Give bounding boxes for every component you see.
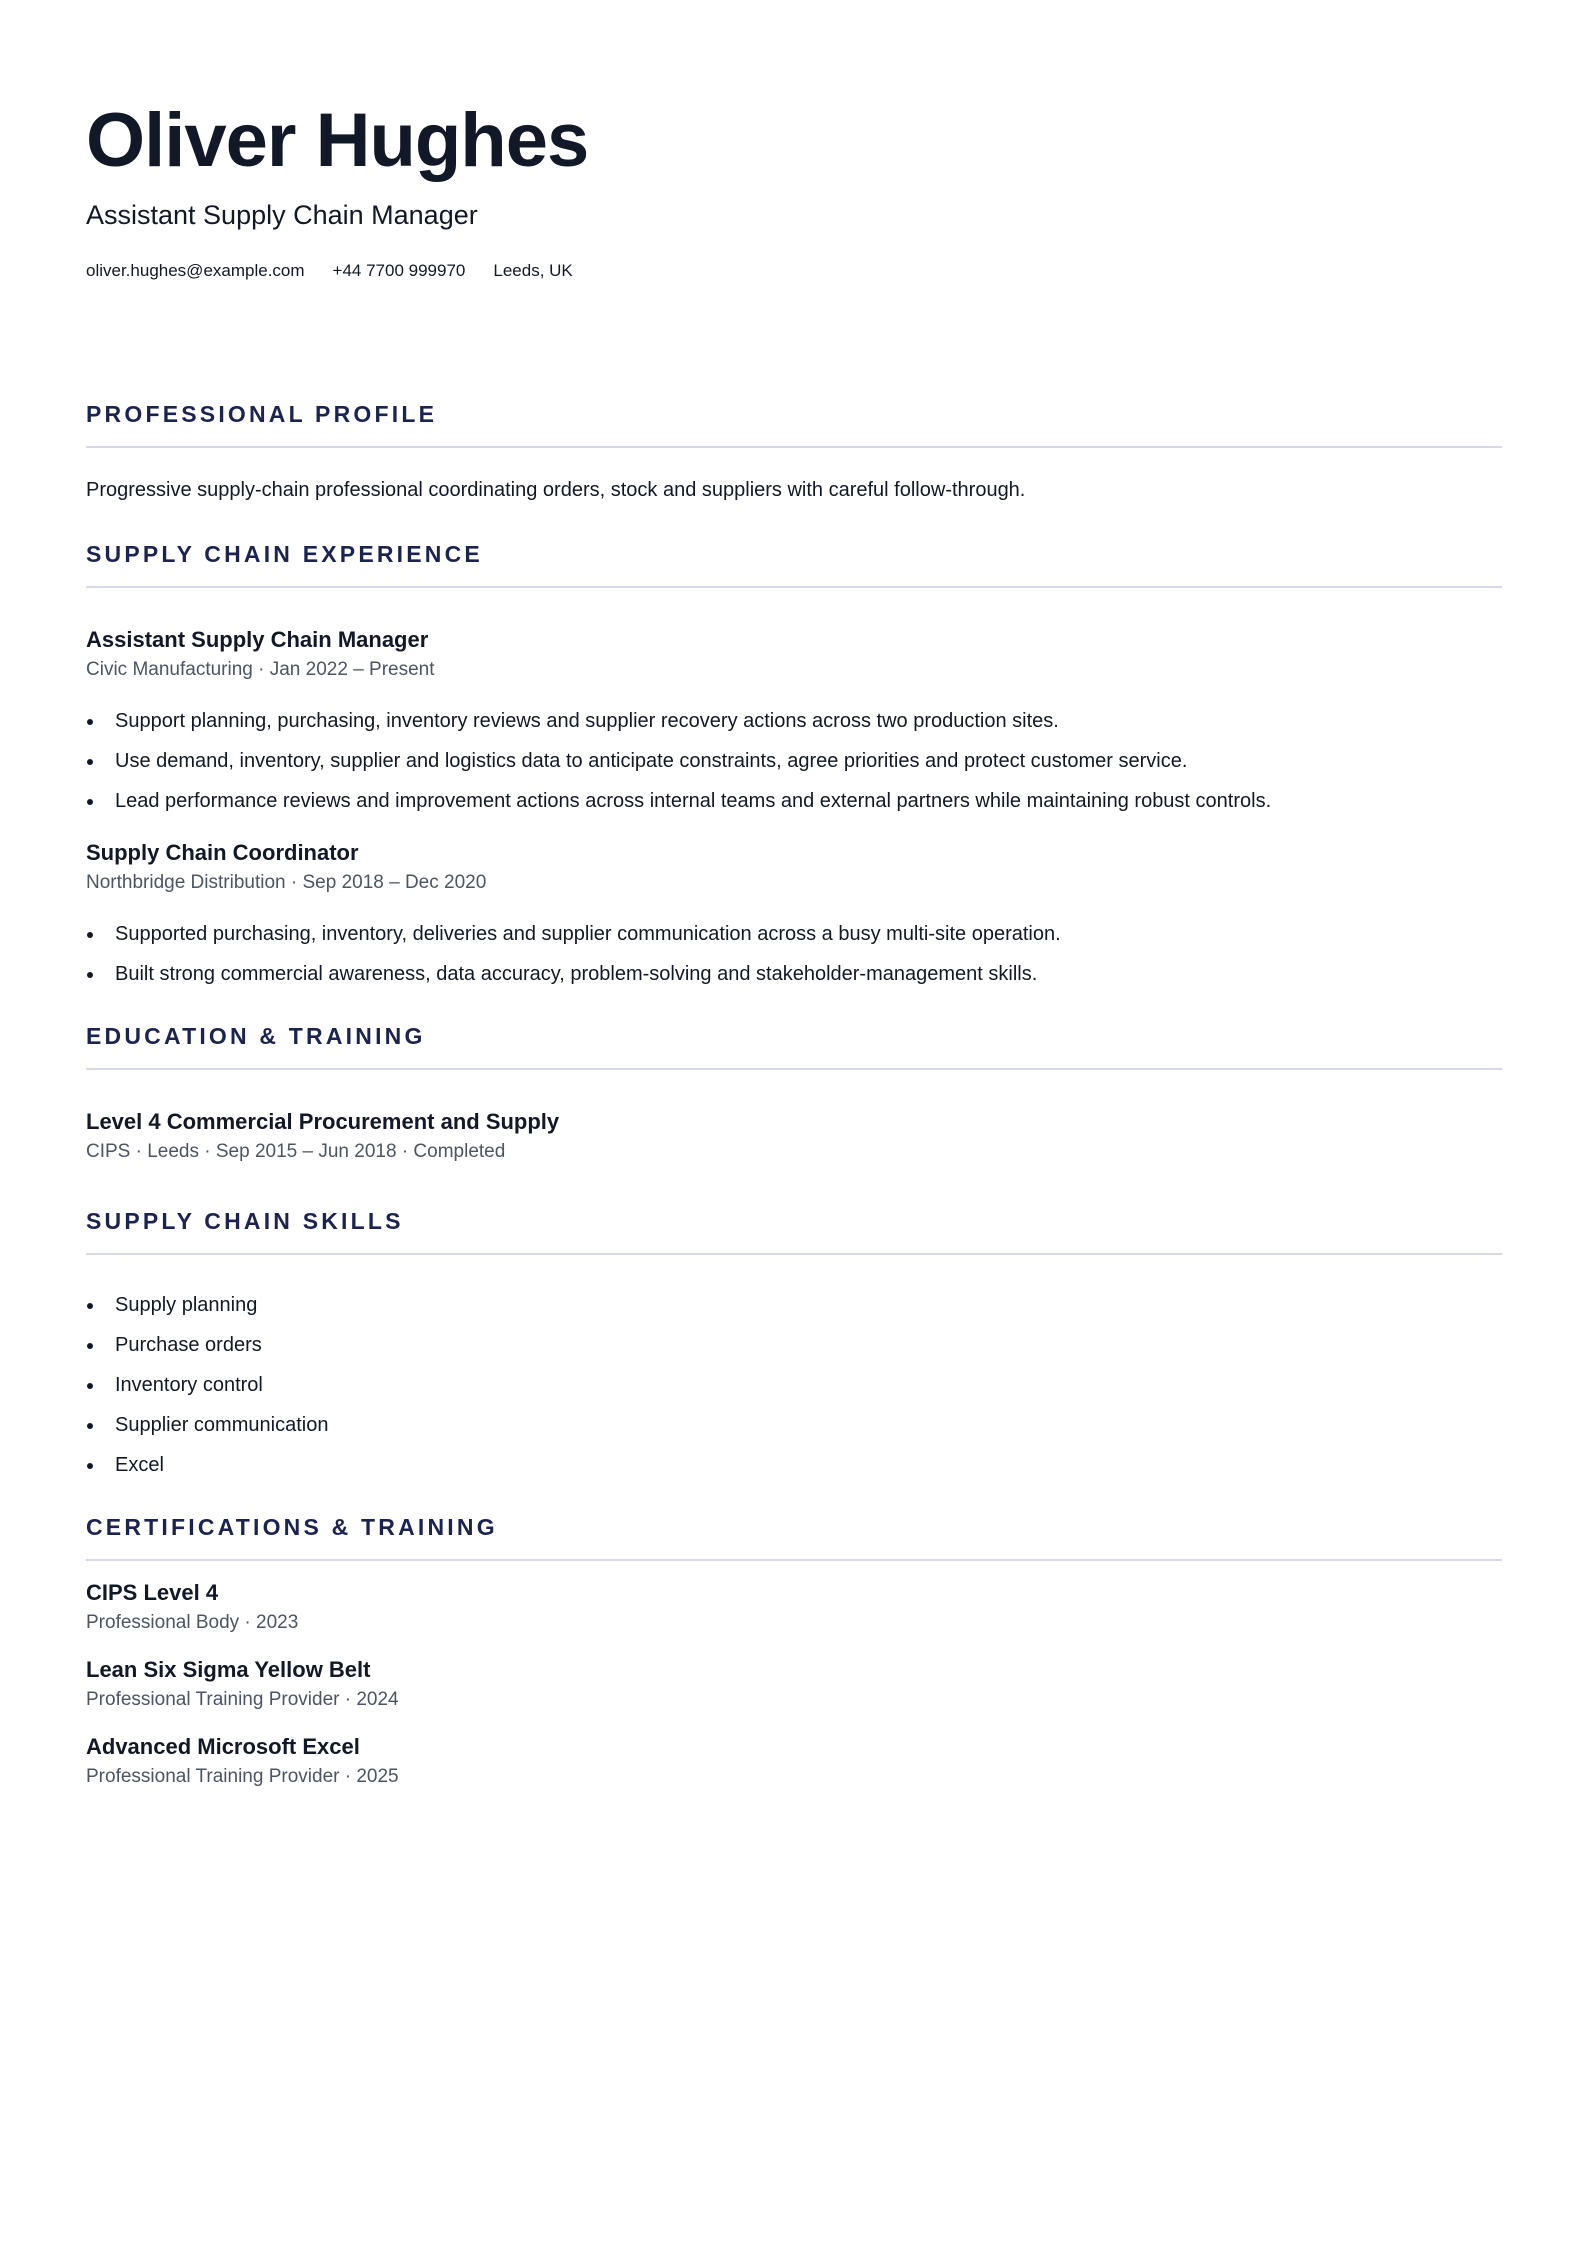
profile-section	[86, 400, 1502, 504]
section-title-education: EDUCATION & TRAINING	[86, 1022, 1502, 1070]
list-item: Lead performance reviews and improvement actions across internal teams and external partners while maintaining robust controls.	[115, 781, 1502, 821]
profile-text: Progressive supply-chain professional coordinating orders, stock and suppliers with careful follow-through.	[86, 479, 1026, 501]
job-bullets	[86, 914, 1502, 994]
certification-entry	[86, 1656, 1502, 1713]
skills-list	[86, 1285, 1502, 1485]
certification-name: Advanced Microsoft Excel	[86, 1734, 360, 1759]
certification-name: CIPS Level 4	[86, 1580, 219, 1605]
job-role: Assistant Supply Chain Manager	[86, 627, 429, 652]
job-meta: Northbridge Distribution · Sep 2018 – Dec 2020	[86, 872, 487, 893]
contact-location: Leeds, UK	[493, 261, 573, 280]
skill-item: Purchase orders	[115, 1325, 1502, 1365]
candidate-headline: Assistant Supply Chain Manager	[86, 200, 478, 230]
certifications-section	[86, 1513, 1502, 1790]
certification-entry	[86, 1579, 1502, 1636]
skill-item: Supply planning	[115, 1285, 1502, 1325]
job-bullets	[86, 701, 1502, 821]
section-title-certifications: CERTIFICATIONS & TRAINING	[86, 1513, 1502, 1561]
job-meta: Civic Manufacturing · Jan 2022 – Present	[86, 659, 435, 680]
certification-meta: Professional Training Provider · 2025	[86, 1766, 399, 1787]
section-title-skills: SUPPLY CHAIN SKILLS	[86, 1207, 1502, 1255]
section-title-experience: SUPPLY CHAIN EXPERIENCE	[86, 540, 1502, 588]
section-title-profile: PROFESSIONAL PROFILE	[86, 400, 1502, 448]
contact-phone[interactable]: +44 7700 999970	[332, 261, 466, 280]
contact-line	[86, 260, 1502, 282]
certification-entry	[86, 1733, 1502, 1790]
education-entry	[86, 1108, 1502, 1165]
skill-item: Inventory control	[115, 1365, 1502, 1405]
skills-section	[86, 1207, 1502, 1485]
certification-name: Lean Six Sigma Yellow Belt	[86, 1657, 371, 1682]
skill-item: Excel	[115, 1445, 1502, 1485]
list-item: Support planning, purchasing, inventory reviews and supplier recovery actions across two production sites.	[115, 701, 1502, 741]
resume-header	[86, 98, 1502, 282]
list-item: Built strong commercial awareness, data accuracy, problem-solving and stakeholder-management skills.	[115, 954, 1502, 994]
education-meta: CIPS · Leeds · Sep 2015 – Jun 2018 · Completed	[86, 1141, 506, 1162]
education-section	[86, 1022, 1502, 1165]
certification-meta: Professional Training Provider · 2024	[86, 1689, 399, 1710]
job-role: Supply Chain Coordinator	[86, 840, 359, 865]
certification-meta: Professional Body · 2023	[86, 1612, 299, 1633]
experience-section	[86, 540, 1502, 994]
job-entry	[86, 839, 1502, 994]
list-item: Supported purchasing, inventory, deliveries and supplier communication across a busy multi-site operation.	[115, 914, 1502, 954]
skill-item: Supplier communication	[115, 1405, 1502, 1445]
education-name: Level 4 Commercial Procurement and Supply	[86, 1109, 560, 1134]
list-item: Use demand, inventory, supplier and logistics data to anticipate constraints, agree priorities and protect customer service.	[115, 741, 1502, 781]
candidate-name: Oliver Hughes	[86, 98, 589, 183]
job-entry	[86, 626, 1502, 821]
contact-email[interactable]: oliver.hughes@example.com	[86, 261, 305, 280]
